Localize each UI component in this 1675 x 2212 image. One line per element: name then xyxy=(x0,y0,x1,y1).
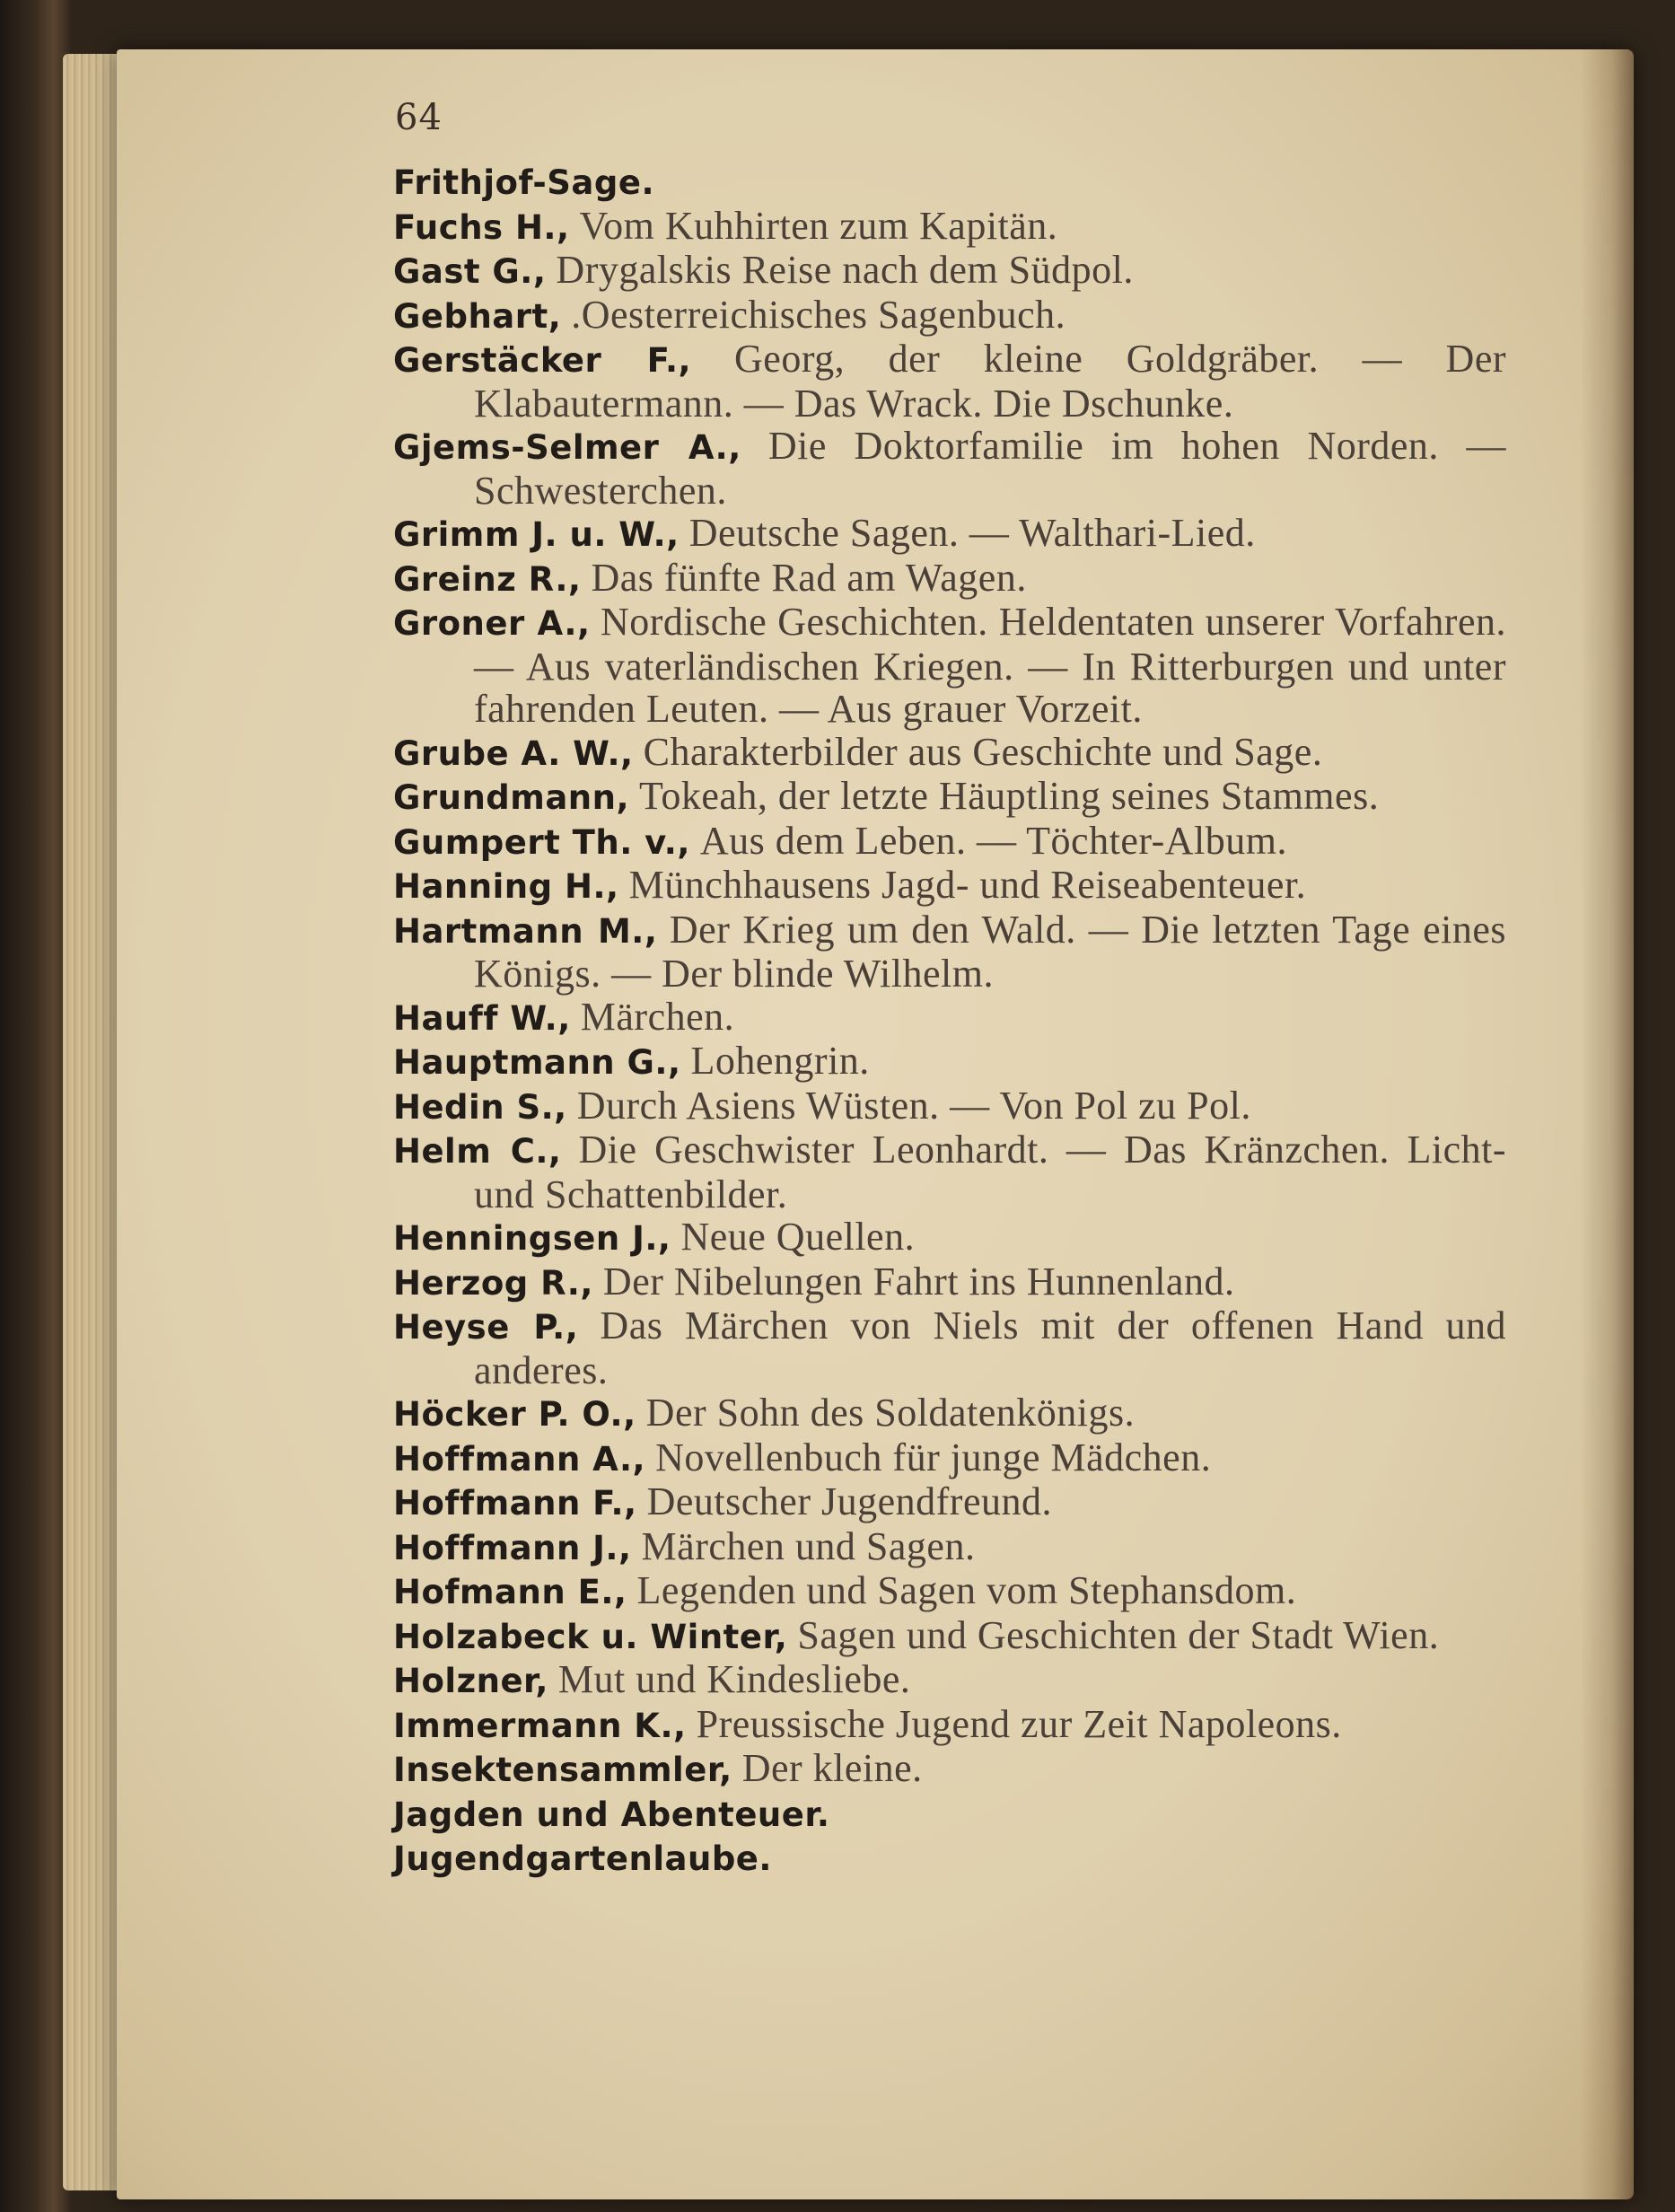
entry-works: Märchen und Sagen. xyxy=(641,1523,976,1568)
entry-author: Gast G., xyxy=(393,252,547,291)
page-number: 64 xyxy=(395,97,443,138)
entry-author: Gebhart, xyxy=(393,296,562,336)
page-gutter-shadow xyxy=(1580,49,1634,2199)
catalog-entry xyxy=(393,1216,1506,1260)
entry-works: Novellenbuch für junge Mädchen. xyxy=(655,1435,1212,1479)
entry-works: Neue Quellen. xyxy=(680,1215,916,1259)
entry-works: Aus dem Leben. — Töchter-Album. xyxy=(699,818,1287,863)
entry-author: Hanning H., xyxy=(393,867,619,906)
entry-works: .Oesterreichisches Sagenbuch. xyxy=(571,292,1066,337)
entry-author: Grube A. W., xyxy=(393,733,634,773)
entry-author: Immermann K., xyxy=(393,1706,687,1745)
entry-author: Höcker P. O., xyxy=(393,1395,636,1434)
entry-works: Durch Asiens Wüsten. — Von Pol zu Pol. xyxy=(576,1083,1251,1128)
catalog-entry xyxy=(393,1614,1506,1659)
entry-works: Münchhausens Jagd- und Reiseabenteuer. xyxy=(628,863,1307,907)
entry-author: Grundmann, xyxy=(393,778,630,817)
entry-author: Herzog R., xyxy=(393,1263,593,1303)
catalog-entry xyxy=(393,249,1506,294)
entry-author: Insektensammler, xyxy=(393,1751,732,1789)
entry-works: Sagen und Geschichten der Stadt Wien. xyxy=(797,1612,1440,1657)
catalog-entry xyxy=(393,731,1506,776)
catalog-entry xyxy=(393,1436,1506,1481)
catalog-entry xyxy=(393,1260,1506,1305)
catalog-entry xyxy=(393,512,1506,557)
catalog-entry xyxy=(393,160,1506,205)
entry-author: Helm C., xyxy=(393,1132,562,1171)
entry-author: Hoffmann F., xyxy=(393,1484,637,1523)
entry-author: Groner A., xyxy=(393,604,591,643)
entry-author: Hartmann M., xyxy=(393,911,658,951)
catalog-entry xyxy=(393,1304,1506,1391)
entry-author: Frithjof-Sage. xyxy=(393,163,655,202)
catalog-entry xyxy=(393,557,1506,601)
entry-works: Der kleine. xyxy=(741,1746,923,1790)
catalog-entry xyxy=(393,425,1506,512)
catalog-entry xyxy=(393,601,1506,731)
entry-works: Märchen. xyxy=(580,994,735,1039)
entry-works: Das fünfte Rad am Wagen. xyxy=(591,555,1027,600)
catalog-entry xyxy=(393,1836,1506,1881)
catalog-entry xyxy=(393,864,1506,908)
entry-works: Der Krieg um den Wald. — Die letzten Tage eines Königs. — Der blinde Wilhelm. xyxy=(474,907,1507,996)
catalog-entry xyxy=(393,908,1506,996)
entry-works: Nordische Geschichten. Heldentaten unserer Vorfahren. — Aus vaterländischen Kriegen. — In Ritterburgen und unter fahrenden Leuten. — Aus grauer Vorzeit. xyxy=(474,600,1506,731)
entry-works: Der Sohn des Soldatenkönigs. xyxy=(645,1391,1136,1435)
entry-author: Greinz R., xyxy=(393,559,582,599)
entry-works: Deutsche Sagen. — Walthari-Lied. xyxy=(688,511,1256,555)
entry-works: Der Nibelungen Fahrt ins Hunnenland. xyxy=(602,1259,1235,1304)
catalog-entry xyxy=(393,338,1506,425)
catalog-entry xyxy=(393,996,1506,1040)
catalog-entry xyxy=(393,1040,1506,1084)
entry-works: Tokeah, der letzte Häuptling seines Stammes. xyxy=(639,774,1380,818)
catalog-entry xyxy=(393,1792,1506,1837)
catalog-entry xyxy=(393,1747,1506,1792)
catalog-entry xyxy=(393,1569,1506,1614)
catalog-entry xyxy=(393,1084,1506,1129)
entry-works: Charakterbilder aus Geschichte und Sage. xyxy=(643,729,1323,774)
entry-author: Fuchs H., xyxy=(393,207,570,247)
entry-works: Die Geschwister Leonhardt. — Das Kränzchen. Licht- und Schattenbilder. xyxy=(474,1128,1506,1216)
entry-author: Grimm J. u. W., xyxy=(393,515,680,554)
entry-author: Holzabeck u. Winter, xyxy=(393,1617,788,1656)
entry-works: Die Doktorfamilie im hohen Norden. — Schwesterchen. xyxy=(474,424,1506,513)
catalog-entry xyxy=(393,1525,1506,1570)
entry-works: Preussische Jugend zur Zeit Napoleons. xyxy=(696,1701,1342,1746)
entry-works: Vom Kuhhirten zum Kapitän. xyxy=(579,203,1058,248)
entry-author: Gerstäcker F., xyxy=(393,341,692,380)
entry-author: Gjems-Selmer A., xyxy=(393,428,741,467)
catalog-entry xyxy=(393,294,1506,338)
entry-author: Jugendgartenlaube. xyxy=(393,1839,772,1878)
entry-works: Legenden und Sagen vom Stephansdom. xyxy=(636,1568,1297,1612)
entry-works: Georg, der kleine Goldgräber. — Der Klabautermann. — Das Wrack. Die Dschunke. xyxy=(474,337,1507,426)
catalog-entry xyxy=(393,1703,1506,1748)
catalog-entry xyxy=(393,1391,1506,1436)
catalog-list xyxy=(393,160,1506,1881)
entry-author: Gumpert Th. v., xyxy=(393,822,690,862)
entry-author: Hoffmann J., xyxy=(393,1528,632,1567)
entry-author: Hedin S., xyxy=(393,1087,567,1127)
entry-author: Hoffmann A., xyxy=(393,1439,646,1479)
catalog-entry xyxy=(393,1658,1506,1703)
entry-works: Deutscher Jugendfreund. xyxy=(646,1479,1052,1523)
entry-author: Holzner, xyxy=(393,1662,548,1700)
entry-works: Drygalskis Reise nach dem Südpol. xyxy=(556,248,1134,292)
entry-author: Hofmann E., xyxy=(393,1573,627,1611)
catalog-entry xyxy=(393,1480,1506,1525)
catalog-entry xyxy=(393,775,1506,820)
entry-works: Lohengrin. xyxy=(690,1039,870,1083)
entry-author: Henningsen J., xyxy=(393,1219,671,1258)
entry-author: Hauptmann G., xyxy=(393,1043,681,1082)
entry-author: Hauff W., xyxy=(393,998,571,1038)
catalog-entry xyxy=(393,205,1506,250)
entry-works: Das Märchen von Niels mit der offenen Hand und anderes. xyxy=(474,1304,1506,1392)
catalog-entry xyxy=(393,820,1506,865)
catalog-entry xyxy=(393,1128,1506,1216)
entry-works: Mut und Kindesliebe. xyxy=(557,1657,911,1701)
entry-author: Jagden und Abenteuer. xyxy=(393,1795,830,1834)
entry-author: Heyse P., xyxy=(393,1308,579,1347)
